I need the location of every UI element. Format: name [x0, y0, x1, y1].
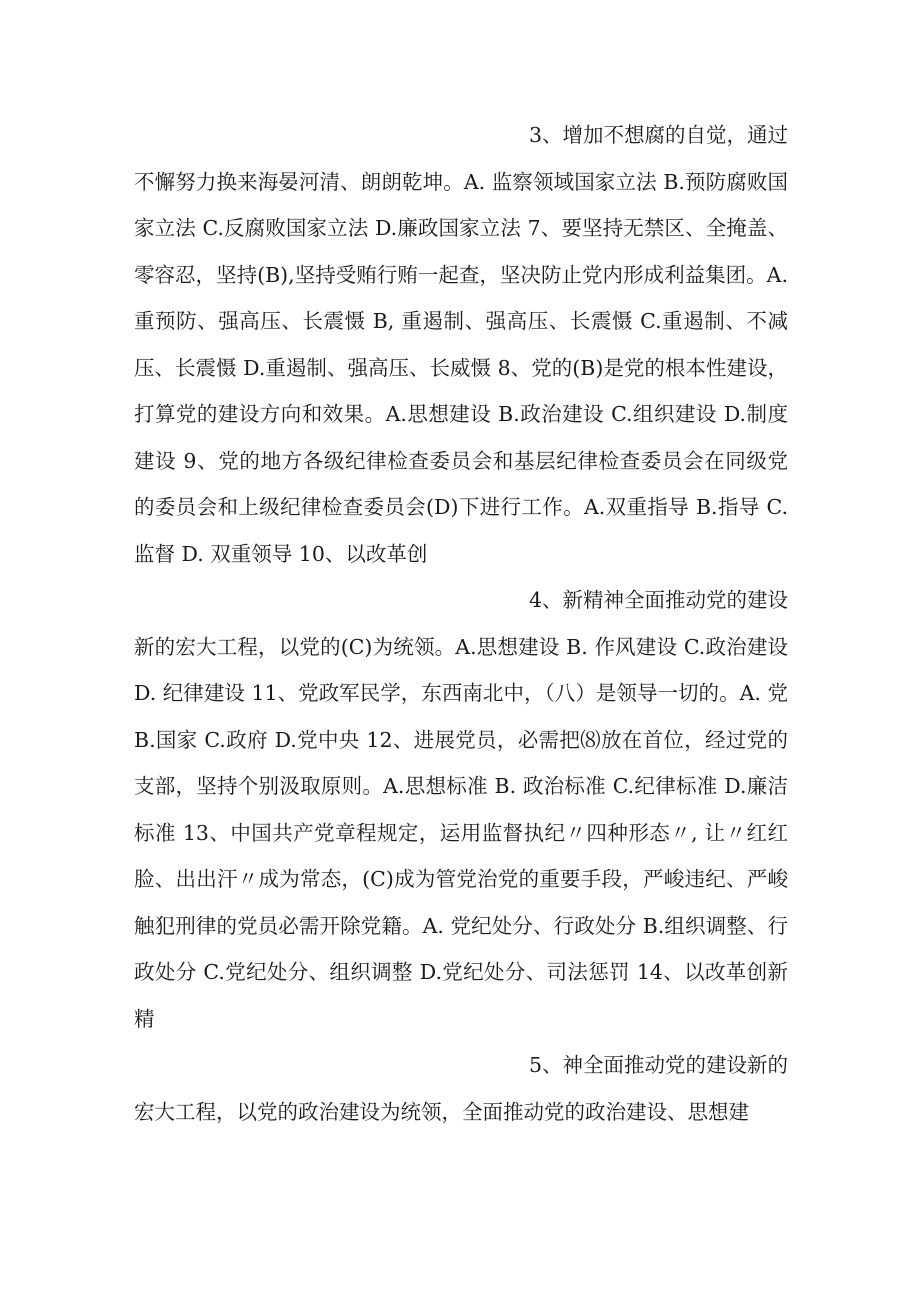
paragraph-lead: 3、增加不想腐的自觉，通过 — [528, 123, 788, 147]
paragraph-5 — [134, 1042, 788, 1135]
paragraph-3 — [134, 112, 788, 577]
paragraph-4 — [134, 577, 788, 1042]
document-body — [134, 112, 788, 1135]
paragraph-text: 不懈努力换来海晏河清、朗朗乾坤。A. 监察领域国家立法 B.预防腐败国家立法 C.反腐败国家立法 D.廉政国家立法 7、要坚持无禁区、全掩盖、零容忍，坚持(B),坚持受贿行贿一起查，坚决防止党内形成利益集团。A. 重预防、强高压、长震慑 B, 重遏制、强高压、长震慑 C.重遏制、不减压、长震慑 D.重遏制、强高压、长威慑 8、党的(B)是党的根本性建设，打算党的建设方向和效果。A.思想建设 B.政治建设 C.组织建设 D.制度建设 9、党的地方各级纪律检查委员会和基层纪律检查委员会在同级党的委员会和上级纪律检查委员会(D)下进行工作。A.双重指导 B.指导 C.监督 D. 双重领导 10、以改革创 — [134, 169, 788, 566]
paragraph-text: 宏大工程，以党的政治建设为统领，全面推动党的政治建设、思想建 — [134, 1099, 749, 1124]
paragraph-lead: 5、神全面推动党的建设新的 — [528, 1053, 788, 1077]
paragraph-text: 新的宏大工程，以党的(C)为统领。A.思想建设 B. 作风建设 C.政治建设 D. 纪律建设 11、党政军民学，东西南北中，（八）是领导一切的。A. 党 B.国家 C.政府 D.党中央 12、进展党员，必需把⑻放在首位，经过党的支部，坚持个别汲取原则。A.思想标准 B. 政治标准 C.纪律标准 D.廉洁标准 13、中国共产党章程规定，运用监督执纪〃四种形态〃, 让〃红红脸、出出汗〃成为常态，(C)成为管党治党的重要手段，严峻违纪、严峻触犯刑律的党员必需开除党籍。A. 党纪处分、行政处分 B.组织调整、行政处分 C.党纪处分、组织调整 D.党纪处分、司法惩罚 14、以改革创新精 — [134, 634, 788, 1031]
paragraph-lead: 4、新精神全面推动党的建设 — [528, 588, 788, 612]
